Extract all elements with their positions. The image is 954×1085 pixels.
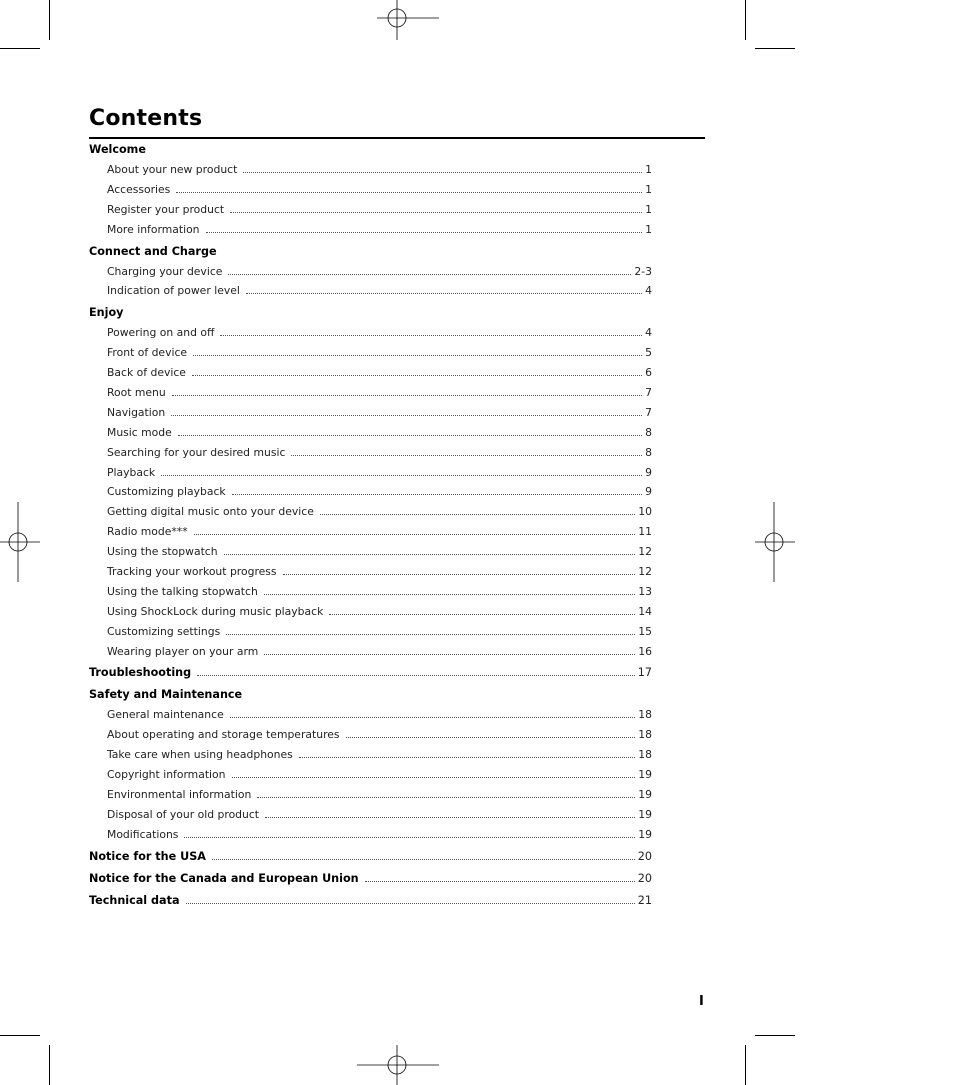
leader-dots <box>365 880 635 882</box>
toc-entry-label: Disposal of your old product <box>107 807 260 821</box>
toc-entry[interactable] <box>89 281 652 301</box>
toc-entry[interactable] <box>89 363 652 383</box>
leader-dots <box>257 796 635 798</box>
leader-dots <box>184 836 635 838</box>
toc-entry[interactable] <box>89 661 652 683</box>
toc-entry[interactable] <box>89 343 652 363</box>
toc-entry-label: General maintenance <box>107 708 224 722</box>
toc-entry-page: 5 <box>645 346 652 360</box>
toc-entry-label: Troubleshooting <box>89 666 192 680</box>
crop-mark-bl-h <box>0 1035 40 1036</box>
toc-entry[interactable] <box>89 502 652 522</box>
toc-entry-label: More information <box>107 222 200 236</box>
toc-entry[interactable] <box>89 383 652 403</box>
registration-mark-right <box>755 502 797 584</box>
registration-mark-bottom <box>357 1043 439 1085</box>
registration-mark-left <box>0 502 42 584</box>
registration-mark-top <box>377 0 439 42</box>
leader-dots <box>176 191 642 193</box>
toc-entry[interactable] <box>89 200 652 220</box>
leader-dots <box>320 513 635 515</box>
toc-entry[interactable] <box>89 825 652 845</box>
toc-entry-label: Technical data <box>89 893 180 907</box>
toc-entry-label: Environmental information <box>107 788 252 802</box>
toc-entry-label: Root menu <box>107 386 166 400</box>
toc-entry[interactable] <box>89 745 652 765</box>
toc-entry-label: Copyright information <box>107 768 226 782</box>
toc-entry-page: 14 <box>638 604 652 618</box>
toc-entry-label: Getting digital music onto your device <box>107 505 314 519</box>
toc-entry-page: 20 <box>637 871 652 885</box>
toc-entry-page: 11 <box>638 525 652 539</box>
toc-entry-label: Charging your device <box>107 264 223 278</box>
toc-entry-page: 7 <box>645 386 652 400</box>
toc-entry-label: Notice for the USA <box>89 849 206 863</box>
toc-entry-page: 2-3 <box>634 264 652 278</box>
toc-entry-page: 12 <box>638 545 652 559</box>
toc-entry-page: 9 <box>645 465 652 479</box>
leader-dots <box>193 354 642 356</box>
toc-entry[interactable] <box>89 262 652 282</box>
section-heading: Welcome <box>89 143 146 156</box>
leader-dots <box>161 474 642 476</box>
leader-dots <box>265 816 635 818</box>
toc-entry-label: Using the talking stopwatch <box>107 584 258 598</box>
section-heading: Safety and Maintenance <box>89 688 243 702</box>
toc-entry[interactable] <box>89 423 652 443</box>
toc-entry-page: 19 <box>638 807 652 821</box>
section-heading: Connect and Charge <box>89 244 217 258</box>
toc-entry-page: 18 <box>638 748 652 762</box>
toc-entry-page: 7 <box>645 405 652 419</box>
toc-entry-page: 13 <box>638 584 652 598</box>
toc-entry[interactable] <box>89 323 652 343</box>
leader-dots <box>186 902 635 904</box>
toc-entry-label: Notice for the Canada and European Union <box>89 871 359 885</box>
toc-entry[interactable] <box>89 443 652 463</box>
leader-dots <box>197 674 635 676</box>
crop-mark-tr-v <box>745 0 746 40</box>
leader-dots <box>224 553 636 555</box>
toc-entry-label: Radio mode*** <box>107 525 188 539</box>
leader-dots <box>230 716 636 718</box>
leader-dots <box>232 493 642 495</box>
toc-entry-page: 19 <box>638 788 652 802</box>
toc-entry-label: Take care when using headphones <box>107 748 293 762</box>
toc-entry-label: Tracking your workout progress <box>107 565 277 579</box>
leader-dots <box>194 533 636 535</box>
leader-dots <box>230 211 642 213</box>
toc-entry-label: Wearing player on your arm <box>107 644 259 658</box>
toc-entry-page: 8 <box>645 445 652 459</box>
leader-dots <box>226 633 635 635</box>
toc-entry[interactable] <box>89 463 652 483</box>
toc-entry-label: Register your product <box>107 202 225 216</box>
toc-entry-page: 18 <box>638 708 652 722</box>
toc-entry-page: 1 <box>645 182 652 196</box>
toc-entry-page: 10 <box>638 505 652 519</box>
title-rule <box>89 137 705 139</box>
toc-entry[interactable] <box>89 220 652 240</box>
toc-entry[interactable] <box>89 522 652 542</box>
toc-entry-label: Accessories <box>107 182 171 196</box>
page-title: Contents <box>89 106 203 131</box>
toc-entry-label: Using the stopwatch <box>107 545 218 559</box>
toc-entry-label: Customizing playback <box>107 485 226 499</box>
toc-entry-page: 21 <box>637 893 652 907</box>
toc-entry-label: Front of device <box>107 346 188 360</box>
toc-entry-page: 19 <box>638 827 652 841</box>
leader-dots <box>232 776 636 778</box>
toc-entry[interactable] <box>89 622 652 642</box>
toc-entry[interactable] <box>89 542 652 562</box>
leader-dots <box>220 334 642 336</box>
toc-entry-page: 6 <box>645 366 652 380</box>
leader-dots <box>299 756 636 758</box>
toc-entry-label: Searching for your desired music <box>107 445 286 459</box>
toc-entry-label: Back of device <box>107 366 186 380</box>
crop-mark-br-v <box>745 1045 746 1085</box>
toc-entry-page: 19 <box>638 768 652 782</box>
leader-dots <box>291 454 642 456</box>
toc-entry[interactable] <box>89 562 652 582</box>
leader-dots <box>329 613 635 615</box>
toc-entry-page: 17 <box>637 666 652 680</box>
toc-entry[interactable] <box>89 867 652 889</box>
toc-entry-label: Using ShockLock during music playback <box>107 604 324 618</box>
toc-entry[interactable] <box>89 180 652 200</box>
toc-entry[interactable] <box>89 765 652 785</box>
toc-entry[interactable] <box>89 845 652 867</box>
toc-entry-page: 8 <box>645 425 652 439</box>
toc-entry[interactable] <box>89 785 652 805</box>
toc-entry-label: Customizing settings <box>107 624 221 638</box>
toc-entry-page: 4 <box>645 284 652 298</box>
toc-entry[interactable] <box>89 403 652 423</box>
crop-mark-tl-v <box>49 0 50 40</box>
toc-entry-label: Navigation <box>107 405 166 419</box>
toc-entry-page: 9 <box>645 485 652 499</box>
toc-entry-label: About operating and storage temperatures <box>107 728 340 742</box>
leader-dots <box>172 394 642 396</box>
toc-entry-page: 4 <box>645 326 652 340</box>
leader-dots <box>246 292 642 294</box>
toc-entry-page: 20 <box>637 849 652 863</box>
leader-dots <box>212 858 635 860</box>
toc-entry-label: About your new product <box>107 163 238 176</box>
leader-dots <box>264 593 635 595</box>
toc-entry[interactable] <box>89 582 652 602</box>
leader-dots <box>283 573 636 575</box>
toc-entry[interactable] <box>89 160 652 180</box>
toc-entry-page: 1 <box>645 163 652 176</box>
crop-mark-br-h <box>755 1035 795 1036</box>
toc-entry[interactable] <box>89 602 652 622</box>
section-heading: Enjoy <box>89 306 124 320</box>
leader-dots <box>178 434 642 436</box>
crop-mark-tr-h <box>755 48 795 49</box>
toc-entry[interactable] <box>89 705 652 725</box>
toc-entry[interactable] <box>89 805 652 825</box>
toc-entry-label: Indication of power level <box>107 284 240 298</box>
toc-entry[interactable] <box>89 725 652 745</box>
toc-entry-page: 12 <box>638 565 652 579</box>
toc-entry[interactable] <box>89 642 652 662</box>
toc-entry-label: Music mode <box>107 425 172 439</box>
toc-entry-page: 16 <box>638 644 652 658</box>
toc-entry-page: 18 <box>638 728 652 742</box>
toc-entry-page: 15 <box>638 624 652 638</box>
toc-entry-label: Playback <box>107 465 156 479</box>
toc-entry-page: 1 <box>645 202 652 216</box>
toc-entry[interactable] <box>89 889 652 911</box>
leader-dots <box>243 171 642 173</box>
toc-entry-label: Modifications <box>107 827 179 841</box>
leader-dots <box>264 653 635 655</box>
leader-dots <box>171 414 642 416</box>
crop-mark-tl-h <box>0 48 40 49</box>
table-of-contents <box>89 140 652 911</box>
leader-dots <box>192 374 642 376</box>
toc-entry[interactable] <box>89 482 652 502</box>
leader-dots <box>228 273 631 275</box>
leader-dots <box>346 736 636 738</box>
toc-entry-label: Powering on and off <box>107 326 215 340</box>
crop-mark-bl-v <box>49 1045 50 1085</box>
leader-dots <box>206 231 643 233</box>
page-number: I <box>699 994 704 1009</box>
toc-entry-page: 1 <box>645 222 652 236</box>
